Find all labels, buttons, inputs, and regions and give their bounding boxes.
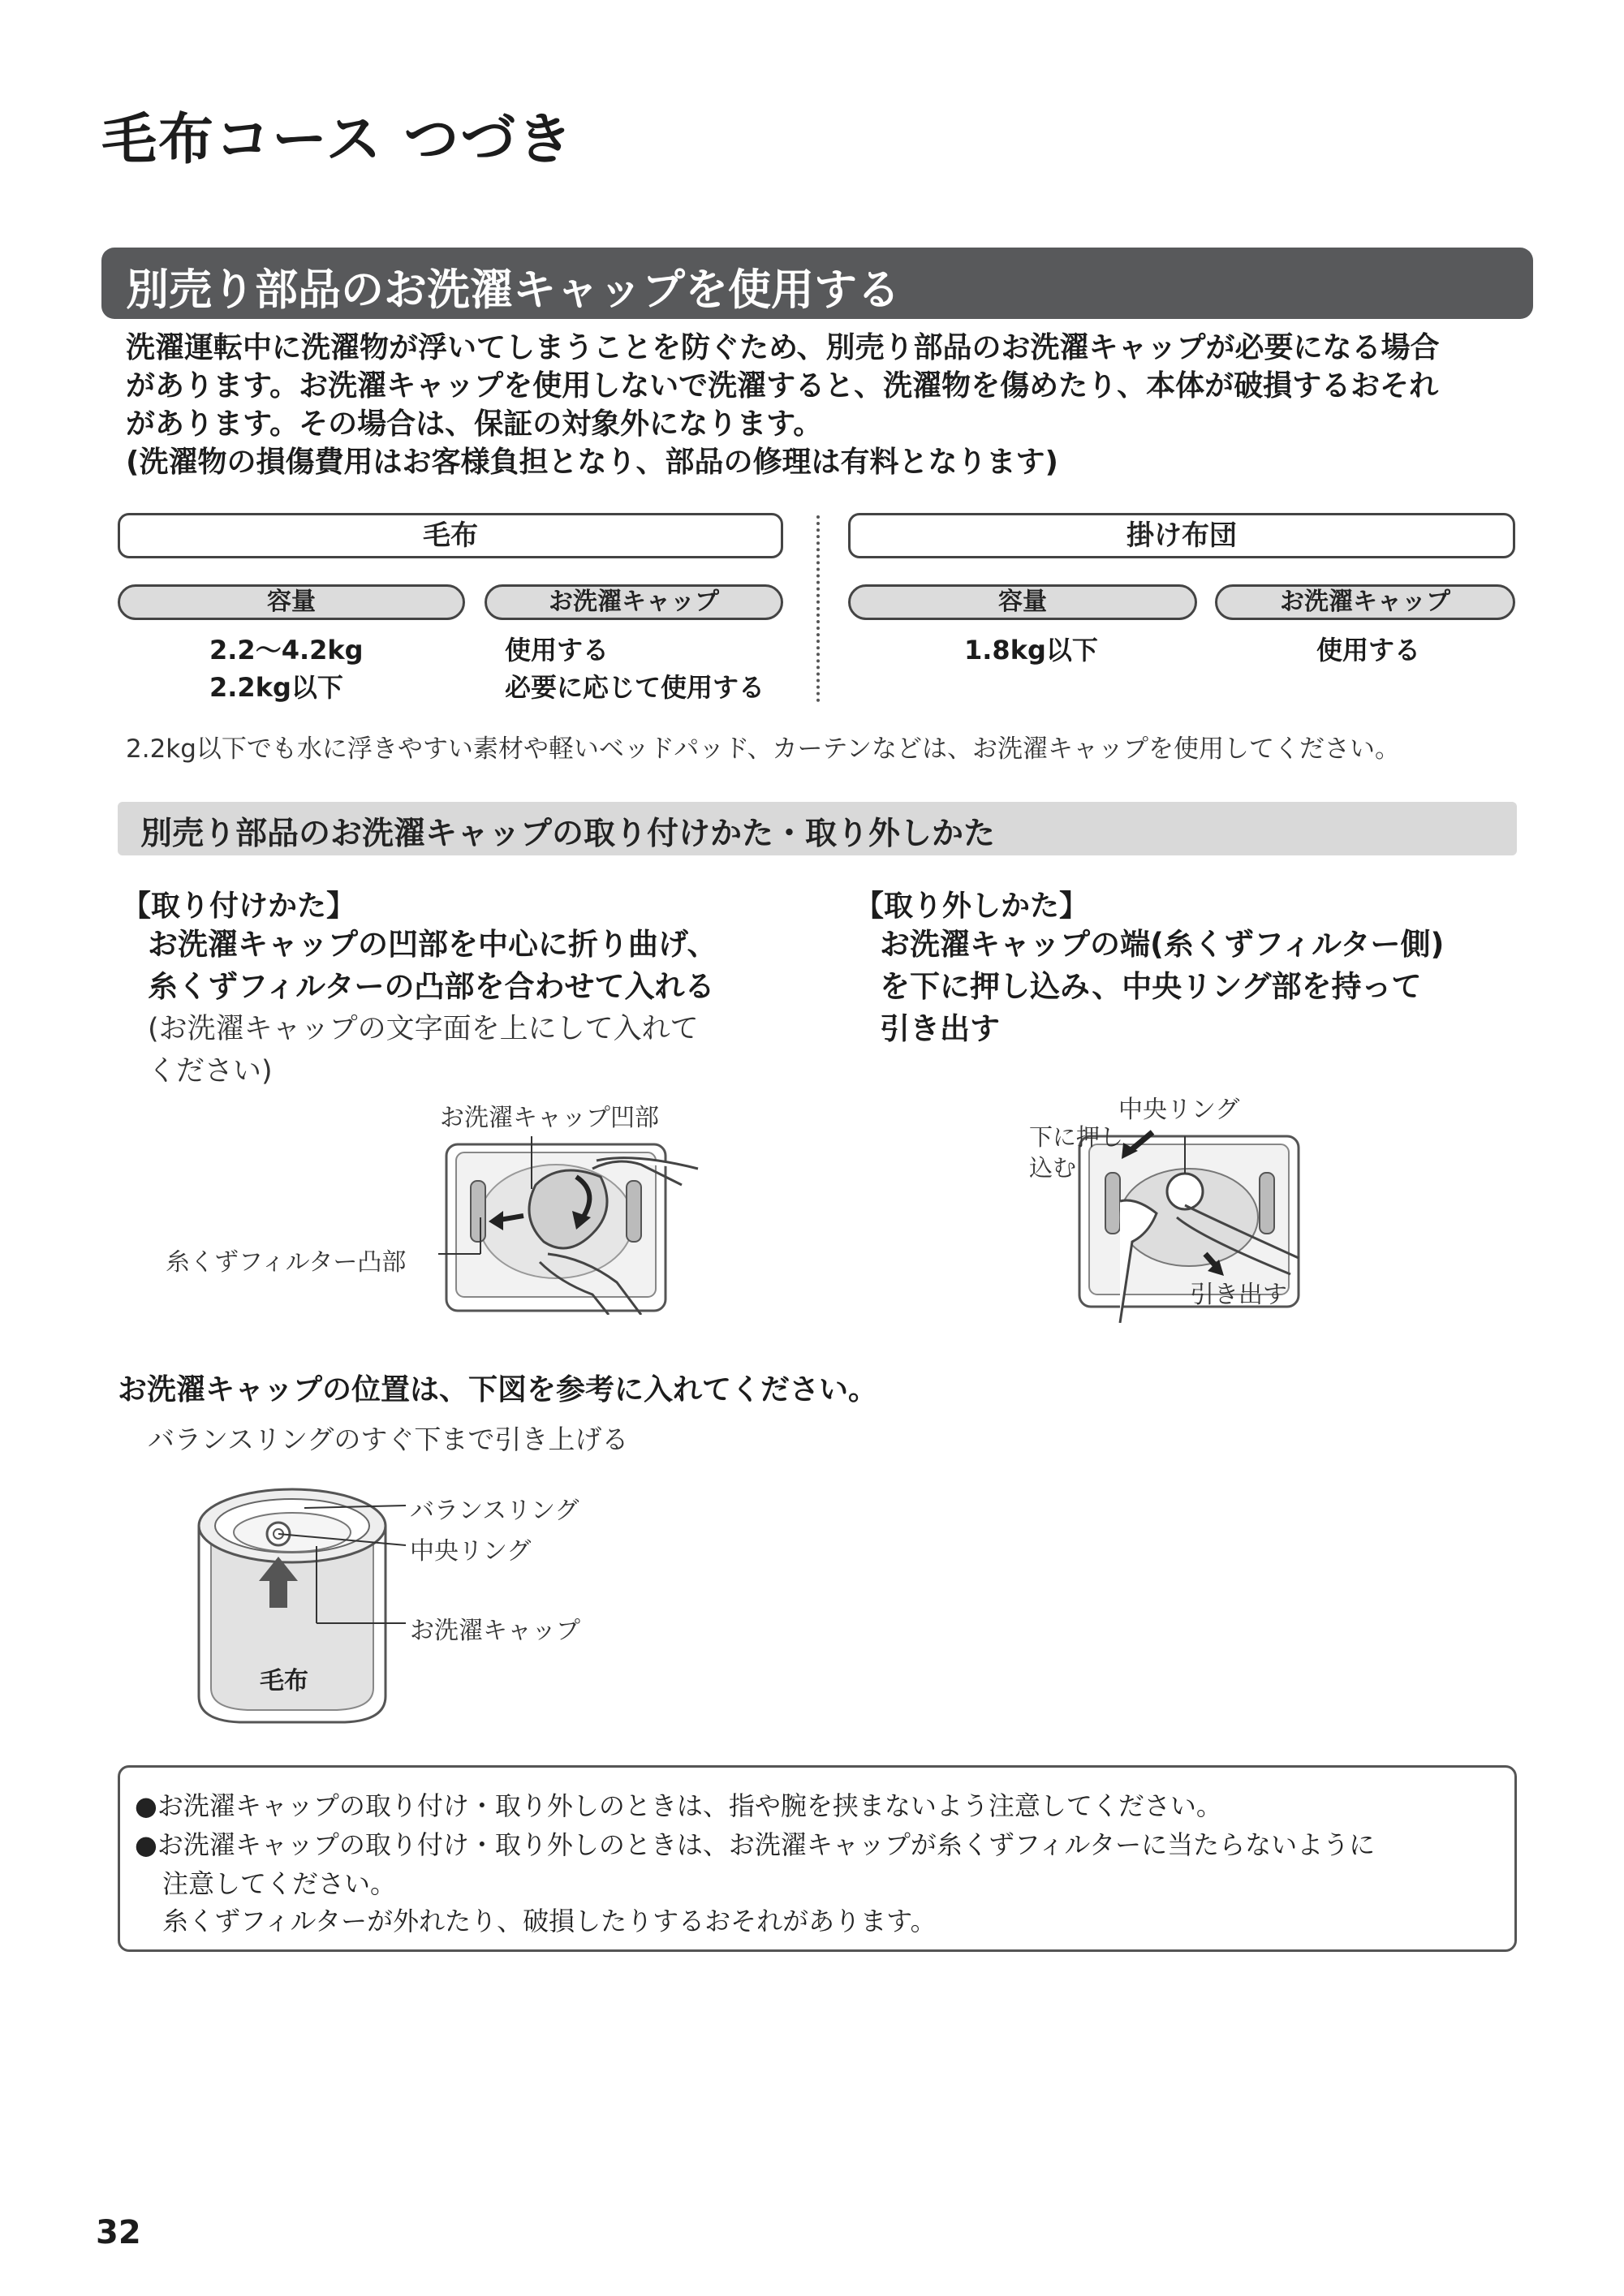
blanket-use-row1: 使用する [505,635,610,666]
subsection-title: 別売り部品のお洗濯キャップの取り付けかた・取り外しかた [140,816,996,852]
intro-line: があります。その場合は、保証の対象外になります。 [126,407,823,441]
futon-capacity-row1: 1.8kg以下 [964,635,1098,666]
attach-sub-line: ください) [148,1055,273,1088]
intro-line: 洗濯運転中に洗濯物が浮いてしまうことを防ぐため、別売り部品のお洗濯キャップが必要になる場合 [126,331,1440,364]
caution-box [118,1765,1517,1952]
label-push-down [1029,1122,1123,1183]
label-center-ring: 中央リング [410,1537,532,1566]
blanket-cap-header: お洗濯キャップ [485,584,783,620]
intro-line: があります。お洗濯キャップを使用しないで洗濯すると、洗濯物を傷めたり、本体が破損するおそれ [126,369,1439,403]
futon-use-row1: 使用する [1316,635,1421,666]
page-number: 32 [96,2214,141,2251]
subsection-header [118,802,1517,855]
blanket-capacity-header: 容量 [118,584,465,620]
blanket-capacity-row1: 2.2〜4.2kg [209,635,364,666]
label-pull-out: 引き出す [1190,1281,1287,1309]
label-filter-bump: 糸くずフィルター凸部 [166,1248,407,1277]
label-cap-recess: お洗濯キャップ凹部 [440,1104,659,1132]
label-center-ring-remove: 中央リング [1118,1096,1240,1124]
attach-instructions [148,924,717,1092]
blanket-capacity-row2: 2.2kg以下 [209,672,343,703]
caution-line: ●お洗濯キャップの取り付け・取り外しのときは、指や腕を挟まないよう注意してください。 [135,1790,1222,1821]
remove-main-line: お洗濯キャップの端(糸くずフィルター側) [880,927,1445,962]
page-title: 毛布コース つづき [101,108,575,172]
futon-table-header: 掛け布団 [848,513,1515,558]
section-header [101,248,1533,319]
label-push-line: 下に押し [1029,1123,1124,1151]
section-title: 別売り部品のお洗濯キャップを使用する [126,265,900,315]
attach-sub-line: (お洗濯キャップの文字面を上にして入れて [148,1013,699,1045]
position-subtext: バランスリングのすぐ下まで引き上げる [148,1424,629,1455]
blanket-use-row2: 必要に応じて使用する [505,672,765,703]
label-wash-cap: お洗濯キャップ [410,1617,580,1645]
label-push-line: 込む [1029,1154,1077,1182]
remove-heading: 【取り外しかた】 [855,890,1089,923]
attach-main-line: 糸くずフィルターの凸部を合わせて入れる [148,969,715,1004]
attach-heading: 【取り付けかた】 [122,890,356,923]
remove-main-line: 引き出す [880,1011,1000,1046]
usage-note: 2.2kg以下でも水に浮きやすい素材や軽いベッドパッド、カーテンなどは、お洗濯キャップを使用してください。 [126,734,1400,764]
remove-main-line: を下に押し込み、中央リング部を持って [880,969,1422,1004]
caution-line: ●お洗濯キャップの取り付け・取り外しのときは、お洗濯キャップが糸くずフィルターに当たらないように [135,1829,1376,1860]
label-balance-ring: バランスリング [410,1497,579,1525]
position-heading: お洗濯キャップの位置は、下図を参考に入れてください。 [118,1373,878,1406]
remove-instructions [880,924,1444,1050]
futon-capacity-header: 容量 [848,584,1197,620]
caution-line: 糸くずフィルターが外れたり、破損したりするおそれがあります。 [162,1906,937,1936]
table-divider [816,515,820,702]
attach-illustration [438,1120,714,1315]
intro-line: (洗濯物の損傷費用はお客様負担となり、部品の修理は有料となります) [126,446,1058,479]
attach-main-line: お洗濯キャップの凹部を中心に折り曲げ、 [148,927,717,962]
caution-line: 注意してください。 [162,1868,397,1899]
label-blanket: 毛布 [260,1667,308,1695]
blanket-table-header: 毛布 [118,513,783,558]
intro-paragraph [126,329,1538,481]
futon-cap-header: お洗濯キャップ [1215,584,1515,620]
